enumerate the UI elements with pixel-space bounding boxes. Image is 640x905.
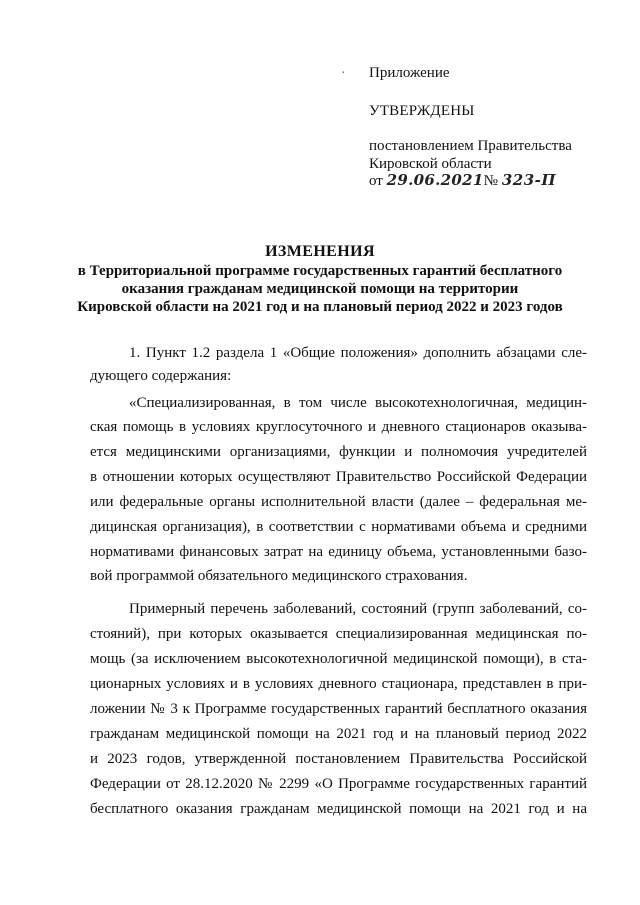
body-line-6: в отношении которых осуществляют Правительство Российской Федерации (90, 469, 587, 485)
body-line-19: бесплатного оказания гражданам медицинской помощи на 2021 год и на (90, 801, 587, 817)
body-line-16: гражданам медицинской помощи на 2021 год и на плановый период 2022 (90, 726, 587, 742)
decree-date-row (369, 171, 556, 191)
handwritten-number: 323-П (501, 171, 557, 189)
decree-line-1: постановлением Правительства (369, 138, 572, 154)
body-line-14: ционарных условиях и в условиях дневного стационара, представлен в при- (90, 676, 587, 692)
handwritten-date: 29.06.2021 (386, 171, 484, 189)
body-line-12: стояний), при которых оказывается специализированная медицинская по- (90, 626, 587, 642)
subtitle-line-3: Кировской области на 2021 год и на плановый период 2022 и 2023 годов (77, 299, 563, 315)
subtitle-line-1: в Территориальной программе государственных гарантий бесплатного (77, 263, 563, 279)
subtitle-line-2: оказания гражданам медицинской помощи на территории (121, 281, 519, 297)
document-title: ИЗМЕНЕНИЯ (265, 243, 375, 260)
body-line-7: или федеральные органы исполнительной власти (далее – федеральная ме- (90, 494, 587, 510)
body-line-11: Примерный перечень заболеваний, состояний (групп заболеваний, со- (129, 601, 587, 617)
body-line-15: ложении № 3 к Программе государственных гарантий бесплатного оказания (90, 701, 587, 717)
body-line-13: мощь (за исключением высокотехнологичной медицинской помощи), в ста- (90, 651, 587, 667)
body-line-17: и 2023 годов, утвержденной постановлением Правительства Российской (90, 751, 587, 767)
body-line-18: Федерации от 28.12.2020 № 2299 «О Программе государственных гарантий (90, 776, 587, 792)
body-line-1: 1. Пункт 1.2 раздела 1 «Общие положения» дополнить абзацами сле- (129, 345, 587, 361)
appendix-label: Приложение (369, 65, 450, 81)
decree-line-2: Кировской области (369, 156, 492, 172)
scan-dot-mark: · (341, 66, 346, 81)
date-prefix: от (369, 173, 383, 189)
body-line-3: «Специализированная, в том числе высокотехнологичная, медицин- (129, 395, 587, 411)
body-line-8: дицинская организация), в соответствии с нормативами объема и средними (90, 519, 587, 535)
body-line-4: ская помощь в условиях круглосуточного и дневного стационаров оказыва- (90, 419, 587, 435)
body-line-9: нормативами финансовых затрат на единицу объема, установленными базо- (90, 544, 587, 560)
body-line-10: вой программой обязательного медицинского страхования. (90, 568, 468, 584)
body-line-5: ется медицинскими организациями, функции и полномочия учредителей (90, 444, 587, 460)
approved-label: УТВЕРЖДЕНЫ (369, 103, 475, 119)
number-sign: № (483, 173, 498, 189)
body-line-2: дующего содержания: (90, 368, 232, 384)
